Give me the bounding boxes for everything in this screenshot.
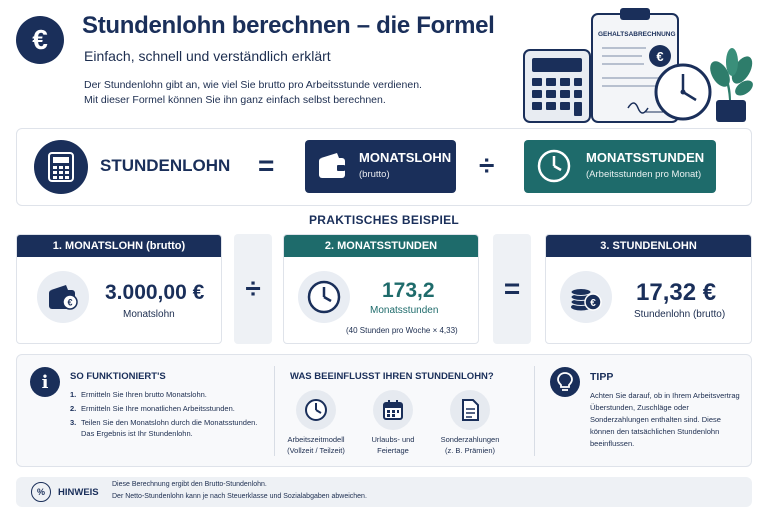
factor-line-1: Sonderzahlungen <box>440 435 500 444</box>
card1-header: 1. MONATSLOHN (brutto) <box>17 235 221 257</box>
box1-title: MONATSLOHN <box>359 150 452 165</box>
tipp-title: TIPP <box>590 371 614 383</box>
calendar-icon <box>373 390 413 430</box>
intro-line-2: Mit dieser Formel können Sie ihn ganz einfach selbst berechnen. <box>84 94 386 106</box>
factors-title: WAS BEEINFLUSST IHREN STUNDENLOHN? <box>290 371 494 382</box>
percent-icon: % <box>31 482 51 502</box>
svg-text:€: € <box>590 298 596 309</box>
example-card-monatslohn <box>16 234 222 344</box>
example-divide-sign: ÷ <box>234 234 272 344</box>
step-text: Teilen Sie den Monatslohn durch die Monatsstunden. Das Ergebnis ist Ihr Stundenlohn. <box>81 418 258 438</box>
example-card-stundenlohn <box>545 234 752 344</box>
factor-line-1: Arbeitszeitmodell <box>287 435 345 444</box>
card2-label: Monatsstunden <box>370 305 439 316</box>
intro-line-1: Der Stundenlohn gibt an, wie viel Sie brutto pro Arbeitsstunde verdienen. <box>84 79 422 91</box>
lightbulb-icon <box>550 367 580 397</box>
divider <box>534 366 535 456</box>
clock-icon <box>656 65 710 119</box>
payslip-label: GEHALTSABRECHNUNG <box>598 31 676 38</box>
svg-text:€: € <box>67 297 73 308</box>
step-text: Ermitteln Sie Ihre monatlichen Arbeitsstunden. <box>81 404 235 413</box>
hinweis-text <box>112 479 367 503</box>
example-title: PRAKTISCHES BEISPIEL <box>308 213 460 227</box>
card2-header: 2. MONATSSTUNDEN <box>284 235 478 257</box>
document-icon <box>450 390 490 430</box>
step-item <box>70 403 270 414</box>
formula-monatslohn-box <box>305 140 456 193</box>
card1-label: Monatslohn <box>123 309 175 320</box>
clock-icon <box>296 390 336 430</box>
card1-value: 3.000,00 € <box>105 281 205 304</box>
clock-icon <box>536 148 572 184</box>
box2-title: MONATSSTUNDEN <box>586 150 705 165</box>
box1-subtitle: (brutto) <box>359 169 390 180</box>
factor-line-2: (Vollzeit / Teilzeit) <box>287 446 345 455</box>
header-illustration <box>510 4 760 126</box>
formula-divide-sign: ÷ <box>479 150 495 181</box>
plant-icon <box>706 48 756 122</box>
card2-value: 173,2 <box>382 279 435 302</box>
page-title: Stundenlohn berechnen – die Formel <box>82 12 495 39</box>
formula-equals-sign: = <box>258 150 275 181</box>
card3-value: 17,32 € <box>636 279 717 306</box>
how-title: SO FUNKTIONIERT'S <box>70 371 166 382</box>
box2-subtitle: (Arbeitsstunden pro Monat) <box>586 169 702 180</box>
formula-monatsstunden-box <box>524 140 716 193</box>
wallet-icon <box>37 271 89 323</box>
calculator-icon <box>524 50 590 122</box>
example-equals-sign: = <box>493 234 531 344</box>
coins-icon <box>560 271 612 323</box>
how-steps-list <box>70 389 270 442</box>
hinweis-title: HINWEIS <box>58 487 99 498</box>
clock-icon <box>298 271 350 323</box>
euro-logo-icon <box>16 16 64 64</box>
card3-header: 3. STUNDENLOHN <box>546 235 751 257</box>
formula-result-label: STUNDENLOHN <box>100 156 231 175</box>
intro-text <box>84 78 464 108</box>
logo-symbol: € <box>32 24 48 55</box>
step-text: Ermitteln Sie Ihren brutto Monatslohn. <box>81 390 207 399</box>
info-icon: i <box>30 367 60 397</box>
example-card-monatsstunden <box>283 234 479 344</box>
factor-line-2: (z. B. Prämien) <box>444 446 495 455</box>
tipp-text: Achten Sie darauf, ob in Ihrem Arbeitsvertrag Überstunden, Zuschläge oder Sonderzahlungen enthalten sind. Diese können den tatsächlichen Stundenlohn beeinflussen. <box>590 391 740 448</box>
factor-line-2: Feiertage <box>377 446 409 455</box>
step-item <box>70 389 270 400</box>
card3-label: Stundenlohn (brutto) <box>634 309 726 320</box>
card2-note: (40 Stunden pro Woche × 4,33) <box>346 326 458 335</box>
page-subtitle: Einfach, schnell und verständlich erklärt <box>84 48 331 64</box>
wallet-icon <box>317 152 347 180</box>
svg-text:€: € <box>656 49 664 64</box>
factor-line-1: Urlaubs- und <box>371 435 415 444</box>
hinweis-line-1: Diese Berechnung ergibt den Brutto-Stundenlohn. <box>112 481 267 488</box>
hinweis-line-2: Der Netto-Stundenlohn kann je nach Steuerklasse und Sozialabgaben abweichen. <box>112 493 367 500</box>
step-item <box>70 417 270 439</box>
step-number: 2. <box>70 404 77 413</box>
factor-label <box>425 434 515 456</box>
calculator-icon <box>34 140 88 194</box>
step-number: 1. <box>70 390 77 399</box>
step-number: 3. <box>70 418 77 427</box>
